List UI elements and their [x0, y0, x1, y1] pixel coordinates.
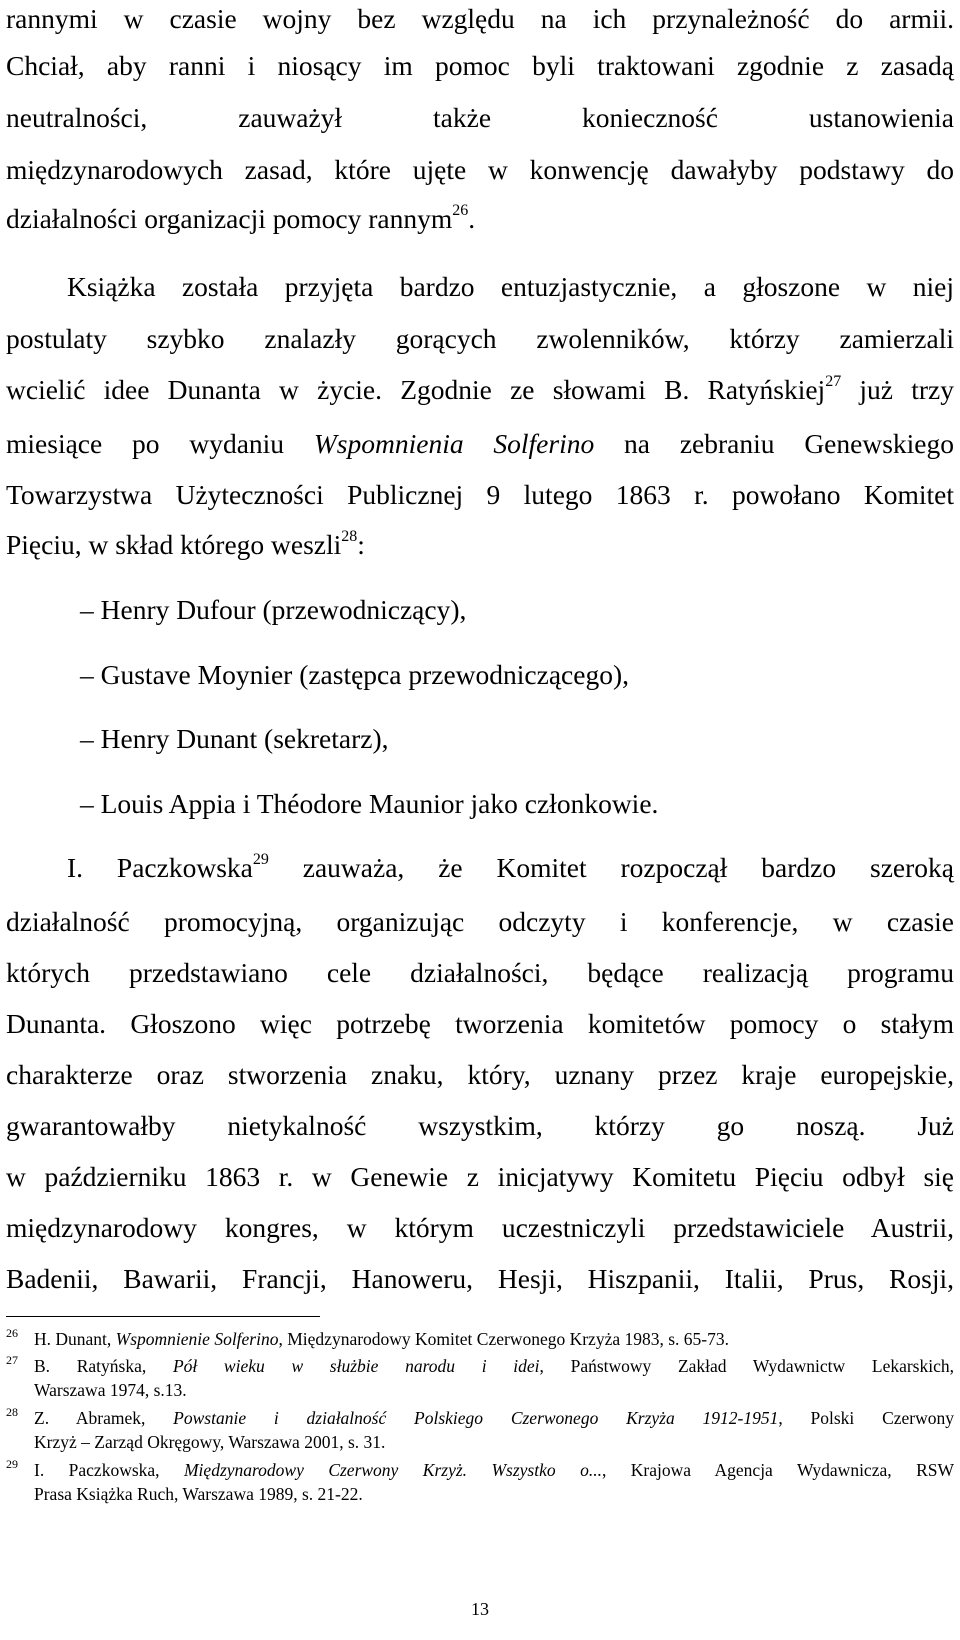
text-line: Badenii, Bawarii, Francji, Hanoweru, Hesji, Hiszpanii, Italii, Prus, Rosji, — [6, 1263, 954, 1294]
footnote-text-cont: Warszawa 1974, s.13. — [34, 1380, 187, 1400]
text-line — [6, 203, 954, 240]
book-title: Wspomnienia Solferino — [313, 428, 595, 459]
footnote-ref-28[interactable]: 28 — [341, 528, 358, 545]
footnote-ref-26[interactable]: 26 — [452, 202, 469, 219]
text-run: Z. Abramek, — [34, 1408, 174, 1428]
text-run: działalności organizacji pomocy rannym — [6, 203, 453, 234]
text-line: Książka została przyjęta bardzo entuzjastycznie, a głoszone w niej — [67, 271, 954, 302]
footnote-text-cont: Krzyż – Zarząd Okręgowy, Warszawa 2001, s. 31. — [34, 1432, 386, 1452]
text-line: neutralności, zauważył także konieczność ustanowienia — [6, 102, 954, 133]
text-run: . — [468, 203, 476, 234]
footnote-text-cont: Prasa Książka Ruch, Warszawa 1989, s. 21-22. — [34, 1484, 363, 1504]
text-run: , Państwowy Zakład Wydawnictw Lekarskich, — [539, 1356, 954, 1376]
text-run: , Krajowa Agencja Wydawnicza, RSW — [601, 1460, 954, 1480]
text-run: Pięciu, w skład którego weszli — [6, 529, 342, 560]
text-line: postulaty szybko znalazły gorących zwolenników, którzy zamierzali — [6, 323, 954, 354]
footnote-ref-29[interactable]: 29 — [252, 851, 269, 868]
cited-title: Pół wieku w służbie narodu i idei — [172, 1356, 540, 1376]
list-item: – Gustave Moynier (zastępca przewodniczącego), — [80, 659, 629, 690]
text-run: miesiące po wydaniu — [6, 428, 314, 459]
text-line — [67, 852, 954, 889]
list-item: – Henry Dunant (sekretarz), — [80, 723, 389, 754]
text-line — [6, 529, 954, 566]
text-run: wcielić idee Dunanta w życie. Zgodnie ze słowami B. Ratyńskiej — [6, 374, 826, 405]
text-run: na zebraniu Genewskiego — [594, 428, 954, 459]
text-run: B. Ratyńska, — [34, 1356, 173, 1376]
list-item: – Henry Dufour (przewodniczący), — [80, 594, 467, 625]
text-run: : — [357, 529, 365, 560]
footnote-ref-27[interactable]: 27 — [825, 373, 842, 390]
text-line: działalność promocyjną, organizując odczyty i konferencje, w czasie — [6, 906, 954, 937]
footnote-separator — [6, 1316, 320, 1317]
text-run: już trzy — [841, 374, 954, 405]
text-line: międzynarodowych zasad, które ujęte w konwencję dawałyby podstawy do — [6, 154, 954, 185]
footnote-number: 26 — [6, 1326, 18, 1340]
text-line — [6, 428, 954, 460]
cited-title: Powstanie i działalność Polskiego Czerwonego Krzyża 1912-1951 — [173, 1408, 779, 1428]
footnote-number: 29 — [6, 1457, 18, 1471]
text-run: zauważa, że Komitet rozpoczął bardzo szeroką — [268, 852, 954, 883]
text-line: gwarantowałby nietykalność wszystkim, którzy go noszą. Już — [6, 1110, 954, 1141]
text-run: I. Paczkowska, — [34, 1460, 184, 1480]
footnote-text — [34, 1355, 954, 1377]
text-run: H. Dunant, — [34, 1329, 116, 1349]
text-line — [6, 374, 954, 411]
text-line: Chciał, aby ranni i niosący im pomoc byli traktowani zgodnie z zasadą — [6, 50, 954, 81]
footnote-text — [34, 1459, 954, 1481]
cited-title: Wspomnienie Solferino — [115, 1329, 279, 1349]
text-run: , Międzynarodowy Komitet Czerwonego Krzyża 1983, s. 65-73. — [278, 1329, 729, 1349]
text-line: w październiku 1863 r. w Genewie z inicjatywy Komitetu Pięciu odbył się — [6, 1161, 954, 1192]
footnote-number: 27 — [6, 1353, 18, 1367]
text-line: charakterze oraz stworzenia znaku, który, uznany przez kraje europejskie, — [6, 1059, 954, 1090]
text-line: międzynarodowy kongres, w którym uczestniczyli przedstawiciele Austrii, — [6, 1212, 954, 1243]
footnote-text — [34, 1407, 954, 1429]
text-run: , Polski Czerwony — [778, 1408, 954, 1428]
text-run: I. Paczkowska — [67, 852, 253, 883]
page-number: 13 — [471, 1599, 489, 1619]
footnote-text — [34, 1328, 954, 1350]
footnote-number: 28 — [6, 1405, 18, 1419]
text-line: Towarzystwa Użyteczności Publicznej 9 lutego 1863 r. powołano Komitet — [6, 479, 954, 510]
text-line: Dunanta. Głoszono więc potrzebę tworzenia komitetów pomocy o stałym — [6, 1008, 954, 1039]
text-line: rannymi w czasie wojny bez względu na ich przynależność do armii. — [6, 3, 954, 34]
cited-title: Międzynarodowy Czerwony Krzyż. Wszystko o... — [183, 1460, 602, 1480]
text-line: których przedstawiano cele działalności, będące realizacją programu — [6, 957, 954, 988]
list-item: – Louis Appia i Théodore Maunior jako członkowie. — [80, 788, 659, 819]
